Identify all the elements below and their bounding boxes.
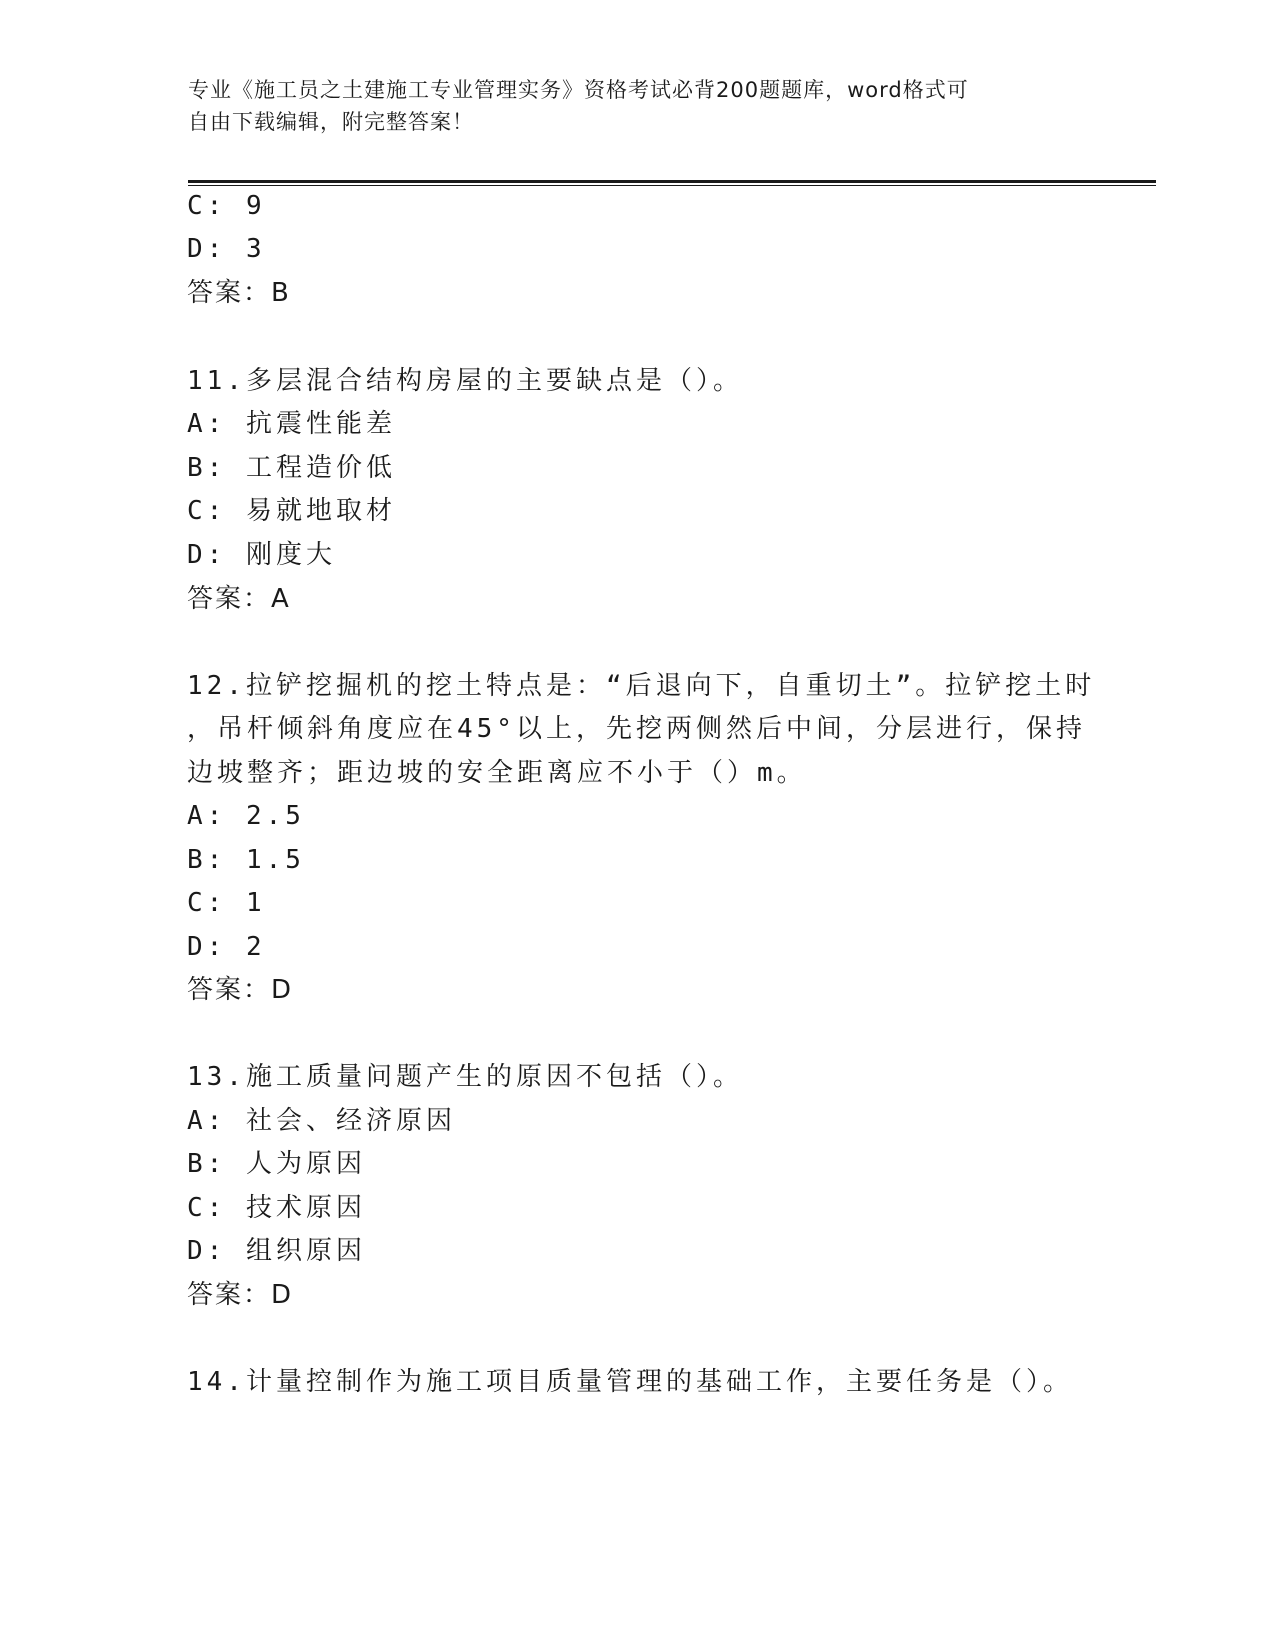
header-divider-thick	[188, 180, 1156, 183]
q11-option-d: D: 刚度大	[187, 540, 336, 570]
q11-option-c: C: 易就地取材	[187, 496, 396, 526]
q12-option-d: D: 2	[187, 932, 266, 962]
q13-option-a: A: 社会、经济原因	[187, 1106, 456, 1136]
q13-option-c: C: 技术原因	[187, 1193, 366, 1223]
header-line-1: 专业《施工员之土建施工专业管理实务》资格考试必背200题题库，word格式可	[188, 78, 969, 102]
prev-option-c: C: 9	[187, 191, 266, 221]
prev-option-d: D: 3	[187, 234, 266, 264]
q12-question-line-1: 12.拉铲挖掘机的挖土特点是：“后退向下，自重切土”。拉铲挖土时	[187, 671, 1096, 701]
q13-question: 13.施工质量问题产生的原因不包括（）。	[187, 1062, 743, 1092]
q12-option-a: A: 2.5	[187, 801, 305, 831]
q12-question-line-2: ，吊杆倾斜角度应在45°以上，先挖两侧然后中间，分层进行，保持	[187, 714, 1086, 744]
q11-option-a: A: 抗震性能差	[187, 409, 396, 439]
header-divider-thin	[188, 185, 1156, 186]
q12-option-b: B: 1.5	[187, 845, 305, 875]
q11-answer: 答案：A	[187, 584, 291, 614]
q12-question-line-3: 边坡整齐；距边坡的安全距离应不小于（）m。	[187, 758, 807, 788]
q11-option-b: B: 工程造价低	[187, 453, 396, 483]
q13-option-d: D: 组织原因	[187, 1236, 366, 1266]
prev-answer: 答案：B	[187, 278, 291, 308]
q13-answer: 答案：D	[187, 1280, 294, 1310]
q12-answer: 答案：D	[187, 975, 294, 1005]
q12-option-c: C: 1	[187, 888, 266, 918]
q14-question: 14.计量控制作为施工项目质量管理的基础工作，主要任务是（）。	[187, 1367, 1073, 1397]
header-line-2: 自由下载编辑，附完整答案！	[188, 110, 474, 134]
q11-question: 11.多层混合结构房屋的主要缺点是（）。	[187, 366, 743, 396]
page-header	[188, 74, 1088, 138]
q13-option-b: B: 人为原因	[187, 1149, 366, 1179]
